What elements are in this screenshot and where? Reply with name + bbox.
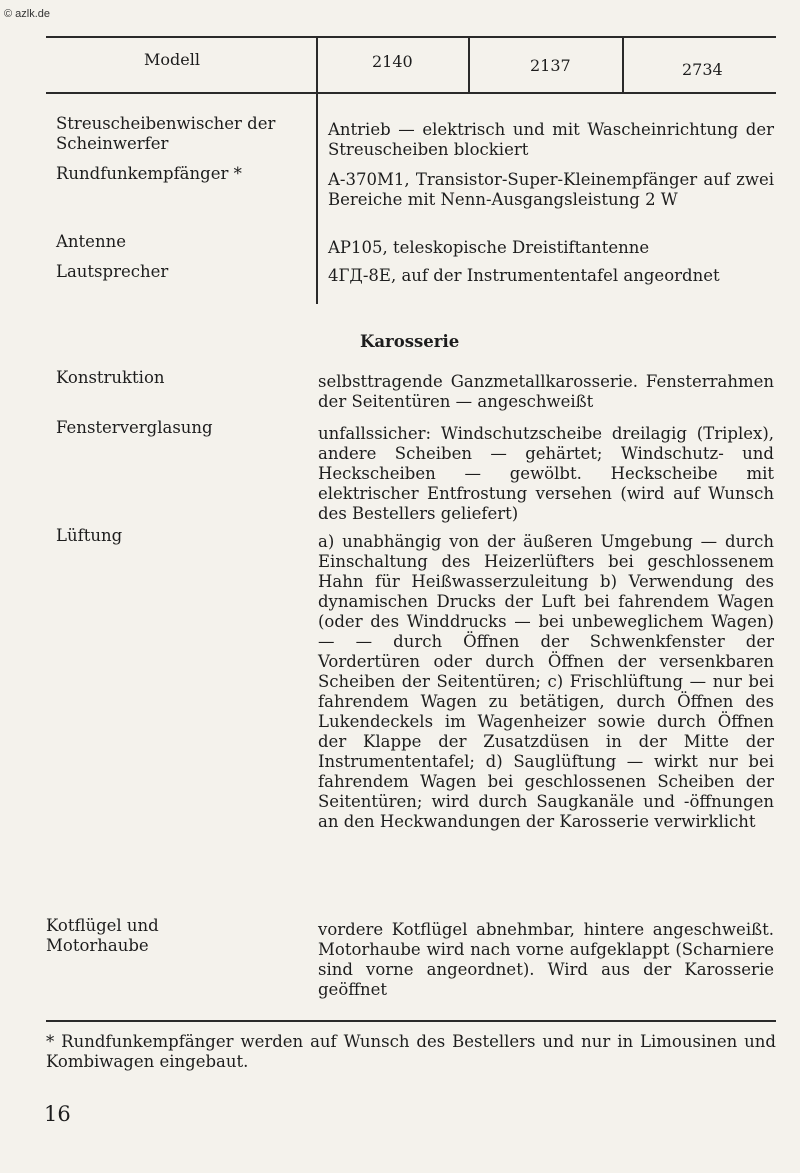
row-label-headlamp-wiper: Streuscheibenwischer der Scheinwerfer (56, 114, 276, 153)
header-model-2140: 2140 (372, 52, 413, 71)
column-divider-2137 (468, 36, 470, 94)
row-value-radio: A-370M1, Transistor-Super-Kleinempfänger auf zwei Bereiche mit Nenn-Ausgangsleistung 2 W (328, 170, 774, 209)
header-model-2137: 2137 (530, 56, 571, 75)
header-model-2734: 2734 (682, 60, 723, 79)
footnote-rule (46, 1020, 776, 1022)
row-label-antenna: Antenne (56, 232, 126, 251)
table-top-rule (46, 36, 776, 38)
row-value-headlamp-wiper: Antrieb — elektrisch und mit Wascheinrichtung der Streuscheiben blockiert (328, 120, 774, 159)
row-label-construction: Konstruktion (56, 368, 165, 387)
footnote: * Rundfunkempfänger werden auf Wunsch des Bestellers und nur in Limousinen und Kombiwagen eingebaut. (46, 1032, 776, 1071)
row-value-ventilation: a) unabhängig von der äußeren Umgebung — durch Einschaltung des Heizerlüfters bei geschlossenem Hahn für Heißwasserzuleitung b) Verwendung des dynamischen Drucks der Luft bei fahrendem Wagen (oder des Winddrucks — bei unbeweglichem Wagen) — — durch Öffnen der Schwenkfenster der Vordertüren oder durch Öffnen der versenkbaren Scheiben der Seitentüren; c) Frischlüftung — nur bei fahrendem Wagen zu betätigen, durch Öffnen des Lukendeckels im Wagenheizer sowie durch Öffnen der Klappe der Zusatzdüsen in der Mitte der Instrumententafel; d) Sauglüftung — wirkt nur bei fahrendem Wagen bei geschlossenen Scheiben der Seitentüren; wird durch Saugkanäle und -öffnungen an den Heckwandungen der Karosserie verwirklicht (318, 532, 774, 831)
page-number: 16 (44, 1102, 71, 1126)
row-value-construction: selbsttragende Ganzmetallkarosserie. Fensterrahmen der Seitentüren — angeschweißt (318, 372, 774, 411)
header-model-label: Modell (144, 50, 200, 69)
row-label-glazing: Fensterverglasung (56, 418, 213, 437)
row-value-speaker: 4ГД-8E, auf der Instrumententafel angeordnet (328, 266, 720, 285)
section-title: Karosserie (360, 332, 460, 351)
column-divider-label (316, 36, 318, 304)
row-label-radio: Rundfunkempfänger * (56, 164, 242, 183)
row-label-ventilation: Lüftung (56, 526, 123, 545)
row-label-fenders-hood: Kotflügel und Motorhaube (46, 916, 159, 955)
row-value-fenders-hood: vordere Kotflügel abnehmbar, hintere angeschweißt. Motorhaube wird nach vorne aufgeklappt (Scharniere sind vorne angeordnet). Wird aus der Karosserie geöffnet (318, 920, 774, 999)
row-value-glazing: unfallssicher: Windschutzscheibe dreilagig (Triplex), andere Scheiben — gehärtet; Windschutz- und Heckscheiben — gewölbt. Heckscheibe mit elektrischer Entfrostung versehen (wird auf Wunsch des Bestellers geliefert) (318, 424, 774, 523)
header-bottom-rule (46, 92, 776, 94)
row-value-antenna: AP105, teleskopische Dreistiftantenne (328, 238, 650, 257)
row-label-speaker: Lautsprecher (56, 262, 169, 281)
watermark: © azlk.de (4, 8, 51, 20)
column-divider-2734 (622, 36, 624, 94)
